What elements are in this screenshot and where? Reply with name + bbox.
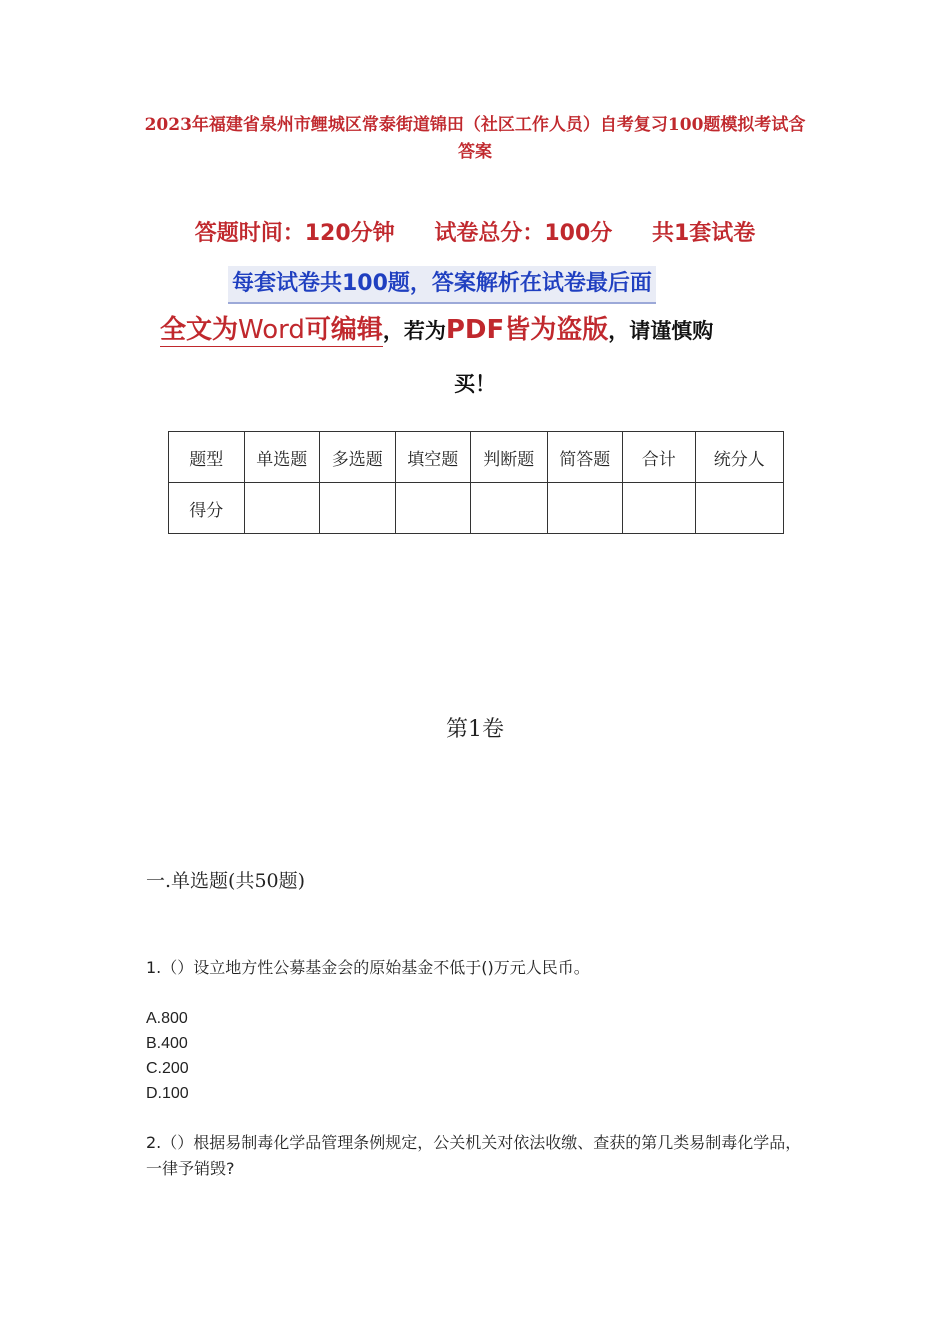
section-heading: 一.单选题(共50题) xyxy=(146,870,306,892)
table-cell xyxy=(471,483,548,534)
question-1-options xyxy=(146,1006,189,1106)
answer-notice: 每套试卷共100题，答案解析在试卷最后面 xyxy=(228,266,656,304)
exam-time: 答题时间：120分钟 xyxy=(194,221,395,246)
table-cell: 填空题 xyxy=(395,432,471,483)
copyright-notice-end: 买！ xyxy=(454,372,496,396)
exam-info-line xyxy=(100,216,850,247)
copyright-notice: 全文为Word可编辑，若为PDF皆为盗版，请谨慎购 xyxy=(160,315,714,345)
table-cell xyxy=(320,483,396,534)
table-cell xyxy=(547,483,623,534)
volume-heading: 第1卷 xyxy=(446,717,504,742)
table-cell: 判断题 xyxy=(471,432,548,483)
option-a: A.800 xyxy=(146,1010,188,1027)
table-cell: 统分人 xyxy=(695,432,783,483)
table-cell: 多选题 xyxy=(320,432,396,483)
score-table-score-row xyxy=(169,483,784,534)
question-2: 2.（）根据易制毒化学品管理条例规定，公关机关对依法收缴、查获的第几类易制毒化学品，一律予销毁? xyxy=(146,1133,802,1178)
table-cell: 得分 xyxy=(169,483,245,534)
piracy-warning: PDF皆为盗版 xyxy=(445,315,609,345)
table-cell: 简答题 xyxy=(547,432,623,483)
table-cell: 合计 xyxy=(623,432,696,483)
score-table xyxy=(168,431,784,534)
table-cell: 题型 xyxy=(169,432,245,483)
table-cell xyxy=(395,483,471,534)
question-1: 1.（）设立地方性公募基金会的原始基金不低于()万元人民币。 xyxy=(146,958,590,977)
option-c: C.200 xyxy=(146,1060,189,1077)
score-table-header-row xyxy=(169,432,784,483)
document-title: 2023年福建省泉州市鲤城区常泰街道锦田（社区工作人员）自考复习100题模拟考试含答案 xyxy=(144,115,806,162)
exam-total-score: 试卷总分：100分 xyxy=(434,221,613,246)
option-d: D.100 xyxy=(146,1085,189,1102)
exam-set-count: 共1套试卷 xyxy=(651,221,756,246)
editable-notice: 全文为Word可编辑 xyxy=(160,315,383,345)
table-cell xyxy=(623,483,696,534)
option-b: B.400 xyxy=(146,1035,188,1052)
table-cell xyxy=(695,483,783,534)
table-cell xyxy=(244,483,320,534)
table-cell: 单选题 xyxy=(244,432,320,483)
